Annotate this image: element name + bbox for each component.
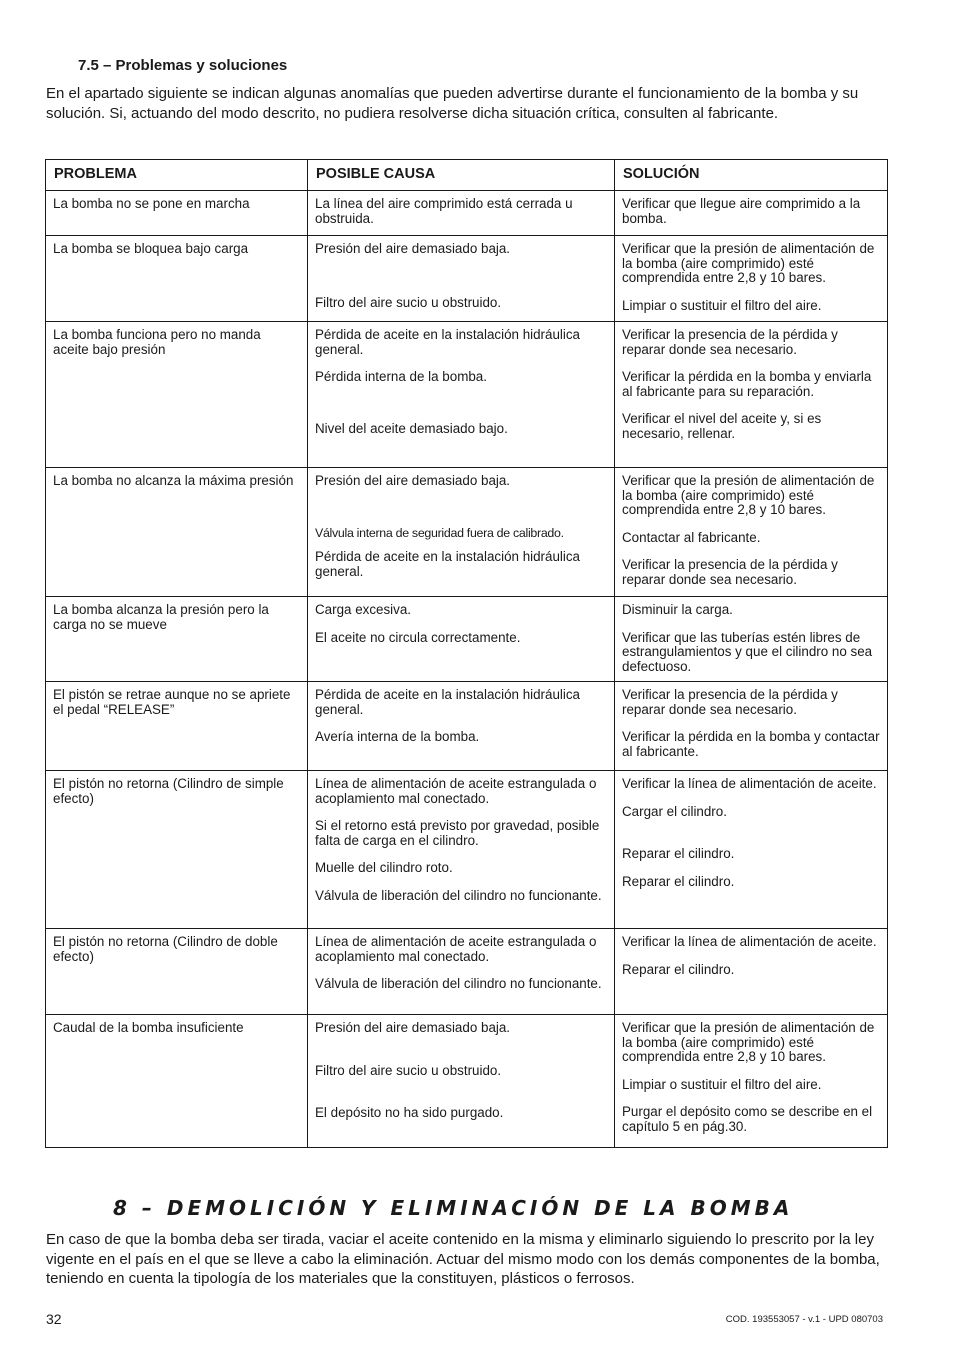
solution-item: Reparar el cilindro. (622, 961, 735, 977)
cause-item: Pérdida de aceite en la instalación hidráulica general. (315, 687, 581, 717)
cause-cell (308, 597, 615, 682)
solution-cell (615, 1015, 888, 1148)
page-number: 32 (46, 1311, 62, 1327)
problem-cell: La bomba funciona pero no manda aceite bajo presión (46, 322, 308, 468)
section-intro: En el apartado siguiente se indican algunas anomalías que pueden advertirse durante el funcionamiento de la bomba y su solución. Si, actuando del modo descrito, no pudiera resolverse dicha situación crítica, consulten al fabricante. (46, 85, 859, 122)
cause-item: La línea del aire comprimido está cerrada u obstruida. (315, 196, 573, 226)
problem-cell: La bomba no alcanza la máxima presión (46, 468, 308, 597)
header-problem: PROBLEMA (46, 160, 308, 191)
cause-item: Línea de alimentación de aceite estrangulada o acoplamiento mal conectado. (315, 776, 597, 806)
header-cause: POSIBLE CAUSA (308, 160, 615, 191)
cause-item: Pérdida de aceite en la instalación hidráulica general. (315, 327, 581, 357)
cause-item: Válvula de liberación del cilindro no funcionante. (315, 887, 602, 903)
document-code: COD. 193553057 - v.1 - UPD 080703 (725, 1314, 883, 1325)
table-body (46, 191, 888, 1148)
cause-item: Línea de alimentación de aceite estrangulada o acoplamiento mal conectado. (315, 934, 597, 964)
solution-item: Reparar el cilindro. (622, 873, 735, 889)
solution-item: Limpiar o sustituir el filtro del aire. (622, 297, 822, 313)
solution-item: Verificar que la presión de alimentación de la bomba (aire comprimido) esté comprendida entre 2,8 y 10 bares. (622, 241, 875, 285)
solution-item: Verificar que la presión de alimentación de la bomba (aire comprimido) esté comprendida entre 2,8 y 10 bares. (622, 1020, 875, 1064)
table-row (46, 322, 888, 468)
table-row (46, 236, 888, 322)
solution-item: Verificar el nivel del aceite y, si es necesario, rellenar. (622, 411, 822, 441)
cause-item: Válvula interna de seguridad fuera de calibrado. (315, 525, 564, 540)
cause-item: Válvula de liberación del cilindro no funcionante. (315, 976, 602, 991)
section-title: 7.5 – Problemas y soluciones (78, 57, 288, 74)
table-row (46, 191, 888, 236)
problem-cell: El pistón no retorna (Cilindro de simple efecto) (46, 771, 308, 929)
cause-cell (308, 682, 615, 771)
cause-item: El aceite no circula correctamente. (315, 629, 521, 645)
cause-item: El depósito no ha sido purgado. (315, 1105, 504, 1120)
solution-item: Verificar la presencia de la pérdida y reparar donde sea necesario. (622, 327, 838, 357)
solution-item: Verificar la pérdida en la bomba y enviarla al fabricante para su reparación. (622, 369, 872, 399)
cause-cell (308, 929, 615, 1015)
cause-cell (308, 191, 615, 236)
table-row (46, 597, 888, 682)
cause-item: Avería interna de la bomba. (315, 729, 480, 744)
solution-item: Reparar el cilindro. (622, 846, 735, 861)
solution-item: Disminuir la carga. (622, 602, 733, 617)
solution-item: Verificar la línea de alimentación de aceite. (622, 934, 877, 949)
solution-item: Purgar el depósito como se describe en el capítulo 5 en pág.30. (622, 1104, 873, 1134)
solution-cell (615, 236, 888, 322)
solution-cell (615, 682, 888, 771)
solution-item: Limpiar o sustituir el filtro del aire. (622, 1076, 822, 1092)
solution-item: Cargar el cilindro. (622, 803, 727, 819)
cause-cell (308, 468, 615, 597)
cause-item: Filtro del aire sucio u obstruido. (315, 1062, 502, 1078)
cause-cell (308, 322, 615, 468)
cause-cell (308, 771, 615, 929)
cause-item: Pérdida de aceite en la instalación hidráulica general. (315, 549, 581, 579)
solution-cell (615, 771, 888, 929)
solution-cell (615, 929, 888, 1015)
cause-item: Si el retorno está previsto por gravedad, posible falta de carga en el cilindro. (315, 818, 600, 848)
solution-item: Verificar que la presión de alimentación de la bomba (aire comprimido) esté comprendida entre 2,8 y 10 bares. (622, 473, 875, 517)
problem-cell: El pistón se retrae aunque no se apriete el pedal “RELEASE” (46, 682, 308, 771)
table-row (46, 929, 888, 1015)
problem-cell: La bomba alcanza la presión pero la carga no se mueve (46, 597, 308, 682)
solution-cell (615, 597, 888, 682)
cause-item: Presión del aire demasiado baja. (315, 1020, 511, 1035)
cause-item: Presión del aire demasiado baja. (315, 473, 511, 488)
solution-item: Contactar al fabricante. (622, 529, 761, 545)
solution-item: Verificar que las tuberías estén libres de estrangulamientos y que el cilindro no sea defectuoso. (622, 629, 873, 674)
cause-item: Muelle del cilindro roto. (315, 860, 453, 875)
cause-cell (308, 236, 615, 322)
problem-cell: Caudal de la bomba insuficiente (46, 1015, 308, 1148)
table-row (46, 771, 888, 929)
troubleshooting-table (45, 159, 888, 1148)
table-row (46, 468, 888, 597)
solution-cell (615, 191, 888, 236)
chapter-heading: 8 – DEMOLICIÓN Y ELIMINACIÓN DE LA BOMBA (113, 1196, 794, 1220)
chapter-body: En caso de que la bomba deba ser tirada, vaciar el aceite contenido en la misma y eliminarlo siguiendo lo prescrito por la ley vigente en el país en el que se lleve a cabo la eliminación. Actuar del mismo modo con los demás componentes de la bomba, teniendo en cuenta la tipología de los materiales que la constituyen, plásticos o ferrosos. (46, 1231, 880, 1287)
table-header-row (46, 160, 888, 191)
table-row (46, 1015, 888, 1148)
cause-item: Presión del aire demasiado baja. (315, 241, 511, 256)
solution-cell (615, 468, 888, 597)
cause-item: Filtro del aire sucio u obstruido. (315, 294, 502, 310)
cause-cell (308, 1015, 615, 1148)
problem-cell: El pistón no retorna (Cilindro de doble efecto) (46, 929, 308, 1015)
table-row (46, 682, 888, 771)
solution-item: Verificar la línea de alimentación de aceite. (622, 776, 877, 791)
header-solution: SOLUCIÓN (615, 160, 888, 191)
solution-cell (615, 322, 888, 468)
solution-item: Verificar la pérdida en la bomba y contactar al fabricante. (622, 729, 880, 759)
cause-item: Carga excesiva. (315, 602, 412, 617)
problem-cell: La bomba no se pone en marcha (46, 191, 308, 236)
solution-item: Verificar que llegue aire comprimido a la bomba. (622, 196, 861, 226)
problem-cell: La bomba se bloquea bajo carga (46, 236, 308, 322)
cause-item: Pérdida interna de la bomba. (315, 369, 487, 384)
solution-item: Verificar la presencia de la pérdida y reparar donde sea necesario. (622, 687, 838, 717)
cause-item: Nivel del aceite demasiado bajo. (315, 420, 508, 436)
solution-item: Verificar la presencia de la pérdida y reparar donde sea necesario. (622, 557, 838, 587)
